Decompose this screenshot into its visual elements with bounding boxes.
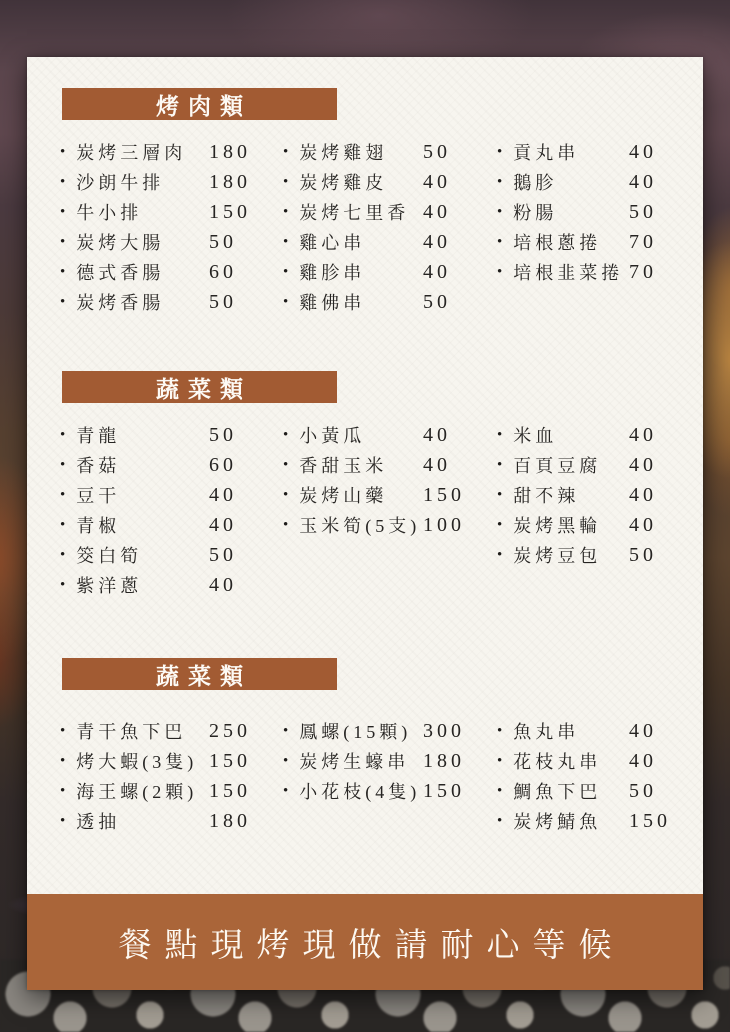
menu-item-label: 炭烤三層肉 xyxy=(76,143,187,163)
menu-item-label: 筊白筍 xyxy=(76,546,143,566)
menu-item-label: 炭烤雞翅 xyxy=(299,143,388,163)
menu-item-label: 粉腸 xyxy=(513,203,558,223)
menu-columns xyxy=(27,403,703,600)
bullet-icon: • xyxy=(283,263,289,280)
menu-item-label-wrap xyxy=(283,139,423,165)
bullet-icon: • xyxy=(60,233,66,250)
menu-item-label: 培根蔥捲 xyxy=(513,233,602,253)
menu-item-price: 40 xyxy=(629,453,657,476)
menu-item-price: 40 xyxy=(629,749,657,772)
menu-item-label: 魚丸串 xyxy=(513,722,580,742)
footer-notice-text: 餐點現烤現做請耐心等候 xyxy=(118,925,625,963)
menu-item-label-wrap xyxy=(497,229,629,255)
menu-item xyxy=(60,806,255,836)
bullet-icon: • xyxy=(60,782,66,799)
menu-item-price: 70 xyxy=(629,230,657,253)
menu-item-price: 100 xyxy=(423,513,465,536)
bullet-icon: • xyxy=(60,546,66,563)
menu-item-label: 炭烤七里香 xyxy=(299,203,410,223)
menu-item-label-wrap xyxy=(497,139,629,165)
bullet-icon: • xyxy=(60,173,66,190)
menu-item xyxy=(283,197,469,227)
menu-item-price: 60 xyxy=(209,453,237,476)
menu-item-label: 花枝丸串 xyxy=(513,752,602,772)
menu-item-price: 150 xyxy=(423,779,465,802)
menu-item-label: 米血 xyxy=(513,426,558,446)
menu-item-price: 50 xyxy=(209,230,237,253)
menu-item-label: 甜不辣 xyxy=(513,486,580,506)
menu-item xyxy=(283,746,469,776)
menu-item-label-wrap xyxy=(283,718,423,744)
menu-column xyxy=(283,716,469,806)
menu-item-label: 青龍 xyxy=(76,426,121,446)
menu-item-label-wrap xyxy=(60,542,209,568)
section-title: 蔬菜類 xyxy=(156,376,252,402)
bullet-icon: • xyxy=(283,173,289,190)
menu-item-price: 50 xyxy=(629,200,657,223)
menu-item-label-wrap xyxy=(283,169,423,195)
menu-item xyxy=(497,716,675,746)
menu-item-label: 小花枝(4隻) xyxy=(299,782,421,802)
bullet-icon: • xyxy=(60,203,66,220)
menu-item xyxy=(497,776,675,806)
menu-section-vegetables xyxy=(27,371,703,600)
menu-item-label-wrap xyxy=(60,718,209,744)
menu-item xyxy=(283,510,469,540)
menu-section-seafood xyxy=(27,658,703,836)
section-title: 烤肉類 xyxy=(156,93,252,119)
menu-column xyxy=(60,420,255,600)
menu-item-label: 鯛魚下巴 xyxy=(513,782,602,802)
menu-item-label: 鳳螺(15顆) xyxy=(299,722,412,742)
bullet-icon: • xyxy=(60,456,66,473)
menu-item xyxy=(283,420,469,450)
bullet-icon: • xyxy=(60,426,66,443)
menu-item-label-wrap xyxy=(497,808,629,834)
menu-item-price: 150 xyxy=(423,483,465,506)
menu-item-label-wrap xyxy=(60,229,209,255)
menu-item-label: 紫洋蔥 xyxy=(76,576,143,596)
menu-item-label-wrap xyxy=(283,199,423,225)
menu-item-price: 40 xyxy=(629,170,657,193)
bullet-icon: • xyxy=(497,782,503,799)
menu-item xyxy=(60,480,255,510)
menu-item xyxy=(497,540,675,570)
menu-item xyxy=(60,450,255,480)
bullet-icon: • xyxy=(283,782,289,799)
menu-item xyxy=(60,137,255,167)
menu-item-price: 180 xyxy=(209,170,251,193)
menu-item-label-wrap xyxy=(497,169,629,195)
menu-item-price: 40 xyxy=(423,230,451,253)
menu-item-label-wrap xyxy=(497,542,629,568)
menu-item-label-wrap xyxy=(283,512,423,538)
menu-item-label: 培根韭菜捲 xyxy=(513,263,624,283)
menu-item-label: 雞佛串 xyxy=(299,293,366,313)
menu-item-label: 雞胗串 xyxy=(299,263,366,283)
menu-item-label-wrap xyxy=(60,259,209,285)
bullet-icon: • xyxy=(497,233,503,250)
menu-item-label: 小黃瓜 xyxy=(299,426,366,446)
menu-item-label-wrap xyxy=(497,452,629,478)
menu-item xyxy=(497,450,675,480)
menu-item xyxy=(283,776,469,806)
menu-item xyxy=(283,227,469,257)
bullet-icon: • xyxy=(497,173,503,190)
menu-item-label: 青干魚下巴 xyxy=(76,722,187,742)
menu-item-label: 炭烤黑輪 xyxy=(513,516,602,536)
menu-item xyxy=(497,806,675,836)
menu-item xyxy=(60,540,255,570)
menu-item-label-wrap xyxy=(497,778,629,804)
menu-item xyxy=(497,746,675,776)
menu-column xyxy=(60,137,255,317)
bullet-icon: • xyxy=(283,722,289,739)
menu-column xyxy=(283,137,469,317)
bullet-icon: • xyxy=(60,263,66,280)
bullet-icon: • xyxy=(60,293,66,310)
menu-item-label-wrap xyxy=(497,199,629,225)
bullet-icon: • xyxy=(283,426,289,443)
menu-item-price: 300 xyxy=(423,719,465,742)
menu-item-price: 150 xyxy=(209,200,251,223)
section-header-bar xyxy=(62,371,337,403)
menu-item-price: 180 xyxy=(423,749,465,772)
bullet-icon: • xyxy=(60,516,66,533)
menu-column xyxy=(497,420,675,570)
bullet-icon: • xyxy=(283,486,289,503)
menu-item-label-wrap xyxy=(60,199,209,225)
menu-item-price: 50 xyxy=(423,140,451,163)
menu-item xyxy=(283,287,469,317)
menu-item-price: 50 xyxy=(629,779,657,802)
menu-item xyxy=(283,137,469,167)
menu-item xyxy=(60,287,255,317)
menu-item-label: 透抽 xyxy=(76,812,121,832)
menu-item-label-wrap xyxy=(283,748,423,774)
menu-item-label-wrap xyxy=(283,289,423,315)
menu-item-price: 50 xyxy=(209,543,237,566)
bullet-icon: • xyxy=(497,722,503,739)
menu-column xyxy=(283,420,469,540)
menu-item-price: 40 xyxy=(423,453,451,476)
menu-item-price: 180 xyxy=(209,140,251,163)
bullet-icon: • xyxy=(283,293,289,310)
menu-item xyxy=(60,570,255,600)
bullet-icon: • xyxy=(497,752,503,769)
menu-column xyxy=(497,716,675,836)
menu-item-label: 炭烤山藥 xyxy=(299,486,388,506)
menu-item-price: 50 xyxy=(209,423,237,446)
menu-item xyxy=(283,167,469,197)
menu-item-price: 40 xyxy=(629,483,657,506)
menu-item-label: 炭烤鯖魚 xyxy=(513,812,602,832)
bullet-icon: • xyxy=(283,143,289,160)
menu-item-label: 炭烤大腸 xyxy=(76,233,165,253)
section-title: 蔬菜類 xyxy=(156,663,252,689)
menu-item-label-wrap xyxy=(60,139,209,165)
menu-item-label-wrap xyxy=(60,778,209,804)
menu-item-price: 150 xyxy=(209,779,251,802)
menu-item-label: 百頁豆腐 xyxy=(513,456,602,476)
menu-item-price: 60 xyxy=(209,260,237,283)
menu-item-price: 50 xyxy=(629,543,657,566)
menu-column xyxy=(497,137,675,287)
menu-item xyxy=(497,197,675,227)
section-header-bar xyxy=(62,658,337,690)
menu-item-label: 炭烤生蠔串 xyxy=(299,752,410,772)
menu-item-price: 150 xyxy=(629,809,671,832)
menu-item xyxy=(497,167,675,197)
menu-item-label-wrap xyxy=(60,169,209,195)
bullet-icon: • xyxy=(497,426,503,443)
menu-item-label: 鵝胗 xyxy=(513,173,558,193)
menu-item-price: 40 xyxy=(209,513,237,536)
bullet-icon: • xyxy=(283,752,289,769)
bullet-icon: • xyxy=(497,203,503,220)
menu-item-label-wrap xyxy=(283,259,423,285)
menu-item xyxy=(497,257,675,287)
menu-item-label: 玉米筍(5支) xyxy=(299,516,421,536)
bullet-icon: • xyxy=(497,263,503,280)
menu-item-label-wrap xyxy=(497,259,629,285)
bullet-icon: • xyxy=(283,203,289,220)
menu-columns xyxy=(27,690,703,836)
bullet-icon: • xyxy=(497,516,503,533)
menu-item xyxy=(60,420,255,450)
menu-item xyxy=(60,257,255,287)
menu-item xyxy=(497,137,675,167)
menu-item-label: 香菇 xyxy=(76,456,121,476)
bullet-icon: • xyxy=(497,143,503,160)
menu-item-label: 德式香腸 xyxy=(76,263,165,283)
menu-item xyxy=(60,746,255,776)
menu-item-label-wrap xyxy=(283,482,423,508)
menu-item-price: 40 xyxy=(423,200,451,223)
footer-notice-banner xyxy=(27,894,703,990)
menu-card xyxy=(27,57,703,990)
bullet-icon: • xyxy=(60,752,66,769)
menu-item-price: 40 xyxy=(629,513,657,536)
menu-item-label: 沙朗牛排 xyxy=(76,173,165,193)
menu-item-label-wrap xyxy=(497,422,629,448)
menu-item-price: 50 xyxy=(423,290,451,313)
menu-item-label-wrap xyxy=(497,718,629,744)
menu-item-label-wrap xyxy=(60,452,209,478)
bullet-icon: • xyxy=(60,722,66,739)
bullet-icon: • xyxy=(497,546,503,563)
menu-item-label-wrap xyxy=(497,482,629,508)
menu-item-label: 香甜玉米 xyxy=(299,456,388,476)
bullet-icon: • xyxy=(497,456,503,473)
menu-item-label-wrap xyxy=(60,572,209,598)
menu-item-label-wrap xyxy=(283,452,423,478)
menu-item xyxy=(497,510,675,540)
menu-item-label: 炭烤香腸 xyxy=(76,293,165,313)
menu-item-price: 250 xyxy=(209,719,251,742)
menu-item-label: 炭烤雞皮 xyxy=(299,173,388,193)
menu-item-label-wrap xyxy=(283,229,423,255)
menu-item-label: 烤大蝦(3隻) xyxy=(76,752,198,772)
section-header-bar xyxy=(62,88,337,120)
bullet-icon: • xyxy=(497,486,503,503)
menu-item-price: 50 xyxy=(209,290,237,313)
menu-item-label: 豆干 xyxy=(76,486,121,506)
bullet-icon: • xyxy=(60,812,66,829)
menu-item-price: 40 xyxy=(209,573,237,596)
menu-item-price: 40 xyxy=(209,483,237,506)
menu-columns xyxy=(27,120,703,317)
bullet-icon: • xyxy=(497,812,503,829)
menu-section-grilled-meat xyxy=(27,88,703,317)
menu-item-label: 雞心串 xyxy=(299,233,366,253)
menu-item xyxy=(283,716,469,746)
menu-item-label-wrap xyxy=(60,422,209,448)
menu-item-label: 貢丸串 xyxy=(513,143,580,163)
menu-item xyxy=(60,776,255,806)
menu-item-label: 炭烤豆包 xyxy=(513,546,602,566)
menu-item-price: 40 xyxy=(629,719,657,742)
menu-item xyxy=(60,227,255,257)
menu-item xyxy=(60,197,255,227)
menu-item xyxy=(283,450,469,480)
bullet-icon: • xyxy=(60,576,66,593)
menu-item-label: 海王螺(2顆) xyxy=(76,782,198,802)
menu-item-label: 青椒 xyxy=(76,516,121,536)
menu-item-label-wrap xyxy=(283,778,423,804)
menu-item-label-wrap xyxy=(60,808,209,834)
menu-item-label-wrap xyxy=(60,748,209,774)
menu-item-label-wrap xyxy=(283,422,423,448)
menu-item-label-wrap xyxy=(497,748,629,774)
menu-item-label: 牛小排 xyxy=(76,203,143,223)
menu-item xyxy=(497,227,675,257)
menu-item-label-wrap xyxy=(60,512,209,538)
menu-item-label-wrap xyxy=(497,512,629,538)
menu-item xyxy=(497,480,675,510)
menu-item-price: 180 xyxy=(209,809,251,832)
menu-item xyxy=(60,510,255,540)
bullet-icon: • xyxy=(60,143,66,160)
menu-item-price: 40 xyxy=(423,260,451,283)
bullet-icon: • xyxy=(283,516,289,533)
bullet-icon: • xyxy=(283,233,289,250)
menu-item xyxy=(283,257,469,287)
menu-item xyxy=(60,716,255,746)
menu-item-label-wrap xyxy=(60,289,209,315)
bullet-icon: • xyxy=(60,486,66,503)
menu-item-price: 40 xyxy=(629,423,657,446)
menu-item-price: 150 xyxy=(209,749,251,772)
menu-item-price: 70 xyxy=(629,260,657,283)
menu-item-price: 40 xyxy=(629,140,657,163)
menu-item-price: 40 xyxy=(423,423,451,446)
menu-item xyxy=(497,420,675,450)
menu-item-label-wrap xyxy=(60,482,209,508)
menu-column xyxy=(60,716,255,836)
menu-item-price: 40 xyxy=(423,170,451,193)
menu-item xyxy=(60,167,255,197)
menu-item xyxy=(283,480,469,510)
bullet-icon: • xyxy=(283,456,289,473)
